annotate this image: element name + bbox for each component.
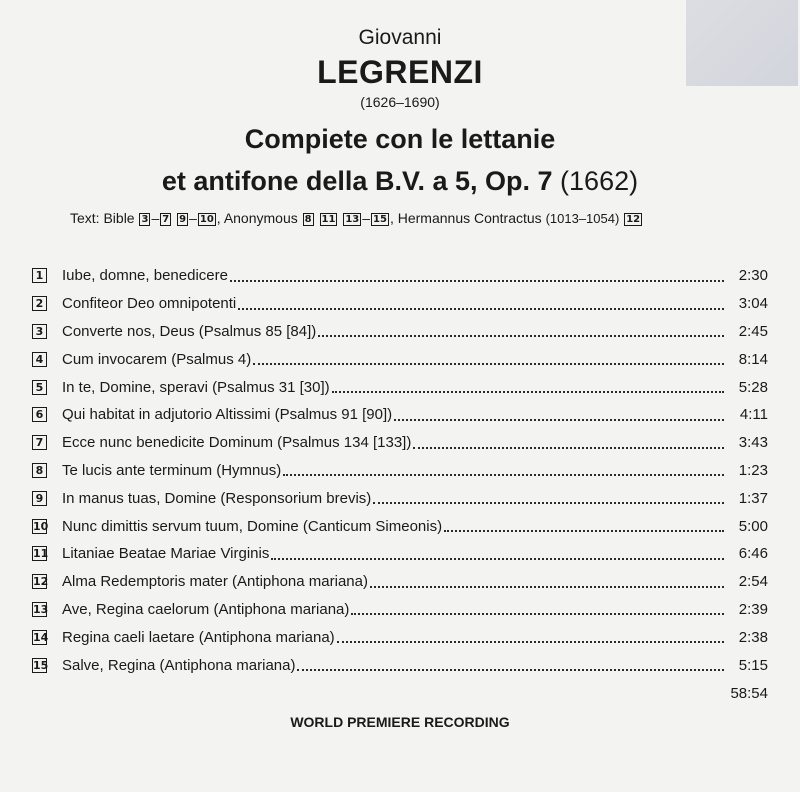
track-title: Qui habitat in adjutorio Altissimi (Psalmus 91 [90]) — [62, 406, 393, 424]
track-ref: 15 — [373, 214, 387, 225]
composer-dates: (1626–1690) — [360, 94, 440, 110]
composer-first-name: Giovanni — [358, 26, 442, 49]
track-number: 9 — [32, 491, 47, 506]
total-time: 58:54 — [730, 685, 768, 702]
track-duration: 2:30 — [738, 267, 768, 285]
track-number: 14 — [33, 630, 49, 644]
credit-lead: Text: Bible — [70, 210, 135, 226]
track-title: Ecce nunc benedicite Dominum (Psalmus 134 [133]) — [62, 434, 412, 452]
track-number: 5 — [32, 380, 47, 395]
track-duration: 3:04 — [738, 295, 768, 313]
track-row — [32, 373, 768, 401]
dot-leader — [230, 268, 724, 282]
track-row — [32, 596, 768, 624]
dot-leader — [444, 518, 724, 532]
dot-leader — [271, 546, 724, 560]
dot-leader — [318, 323, 724, 337]
track-row — [32, 401, 768, 429]
track-title: Iube, domne, benedicere — [62, 267, 228, 285]
dot-leader — [238, 296, 724, 310]
track-number: 1 — [32, 268, 47, 283]
dot-leader — [370, 574, 724, 588]
track-duration: 1:37 — [738, 489, 768, 507]
track-row — [32, 540, 768, 568]
track-number: 11 — [33, 547, 49, 561]
dot-leader — [351, 601, 724, 615]
track-title: Alma Redemptoris mater (Antiphona mariana) — [62, 573, 368, 591]
track-title: Cum invocarem (Psalmus 4) — [62, 350, 252, 368]
track-duration: 5:28 — [738, 378, 768, 396]
dot-leader — [332, 379, 724, 393]
track-title: In te, Domine, speravi (Psalmus 31 [30]) — [62, 378, 330, 396]
track-duration: 2:54 — [738, 573, 768, 591]
world-premiere-label: WORLD PREMIERE RECORDING — [290, 714, 510, 730]
track-row — [32, 262, 768, 290]
composer-last-name: LEGRENZI — [317, 54, 483, 90]
track-ref: 12 — [626, 214, 641, 225]
credit-anonymous: Anonymous — [223, 210, 298, 226]
track-duration: 4:11 — [739, 406, 768, 424]
dot-leader — [297, 657, 724, 671]
dot-leader — [337, 629, 724, 643]
track-title: Confiteor Deo omnipotenti — [62, 295, 237, 313]
track-number: 8 — [32, 463, 47, 478]
credit-hermannus-dates: (1013–1054) — [545, 211, 620, 226]
track-duration: 3:43 — [738, 434, 768, 452]
track-duration: 1:23 — [738, 461, 768, 479]
credit-hermannus: Hermannus Contractus — [397, 210, 542, 226]
text-credits: Text: Bible 3 – 7 9 – 10 , Anonymous 8 11 13 – 15 , Hermannus Contractus (1013–1054) 12 — [70, 210, 641, 226]
track-number: 13 — [33, 602, 49, 616]
track-row — [32, 345, 768, 373]
track-title: Nunc dimittis servum tuum, Domine (Canticum Simeonis) — [62, 517, 443, 535]
work-title-line1: Compiete con le lettanie — [244, 124, 556, 154]
track-number: 12 — [33, 575, 49, 589]
track-list — [32, 262, 768, 679]
reverse-bleed-footer — [0, 760, 800, 781]
track-title: Litaniae Beatae Mariae Virginis — [62, 545, 270, 563]
track-ref: 13 — [345, 214, 360, 225]
track-duration: 2:38 — [738, 628, 768, 646]
track-title: Salve, Regina (Antiphona mariana) — [62, 656, 296, 674]
dot-leader — [253, 351, 724, 365]
track-duration: 2:45 — [738, 322, 768, 340]
track-row — [32, 457, 768, 485]
track-row — [32, 290, 768, 318]
track-ref: 10 — [199, 214, 214, 225]
work-year: (1662) — [560, 166, 639, 196]
track-duration: 5:00 — [738, 517, 768, 535]
track-duration: 8:14 — [738, 350, 768, 368]
track-duration: 5:15 — [738, 656, 768, 674]
track-row — [32, 568, 768, 596]
track-row — [32, 429, 768, 457]
track-title: Ave, Regina caelorum (Antiphona mariana) — [62, 600, 350, 618]
track-number: 3 — [32, 324, 47, 339]
work-title-line2 — [0, 166, 800, 197]
track-ref: 9 — [179, 214, 187, 225]
track-ref: 3 — [141, 214, 149, 225]
track-number: 6 — [32, 407, 47, 422]
dot-leader — [413, 435, 724, 449]
track-row — [32, 318, 768, 346]
track-ref: 7 — [162, 214, 170, 225]
track-title: In manus tuas, Domine (Responsorium brevis) — [62, 489, 372, 507]
track-number: 10 — [33, 519, 49, 533]
track-number: 2 — [32, 296, 47, 311]
track-title: Converte nos, Deus (Psalmus 85 [84]) — [62, 322, 317, 340]
track-ref: 8 — [304, 214, 312, 225]
track-number: 7 — [32, 435, 47, 450]
track-title: Regina caeli laetare (Antiphona mariana) — [62, 628, 335, 646]
track-number: 15 — [33, 658, 49, 672]
track-row — [32, 623, 768, 651]
work-title-text: et antifone della B.V. a 5, Op. 7 — [161, 166, 553, 196]
dot-leader — [394, 407, 724, 421]
track-number: 4 — [32, 352, 47, 367]
track-ref: 11 — [321, 214, 336, 225]
track-row — [32, 651, 768, 679]
track-row — [32, 484, 768, 512]
track-title: Te lucis ante terminum (Hymnus) — [62, 461, 282, 479]
track-row — [32, 512, 768, 540]
dot-leader — [283, 462, 724, 476]
track-duration: 6:46 — [738, 545, 768, 563]
dot-leader — [373, 490, 724, 504]
track-duration: 2:39 — [738, 600, 768, 618]
